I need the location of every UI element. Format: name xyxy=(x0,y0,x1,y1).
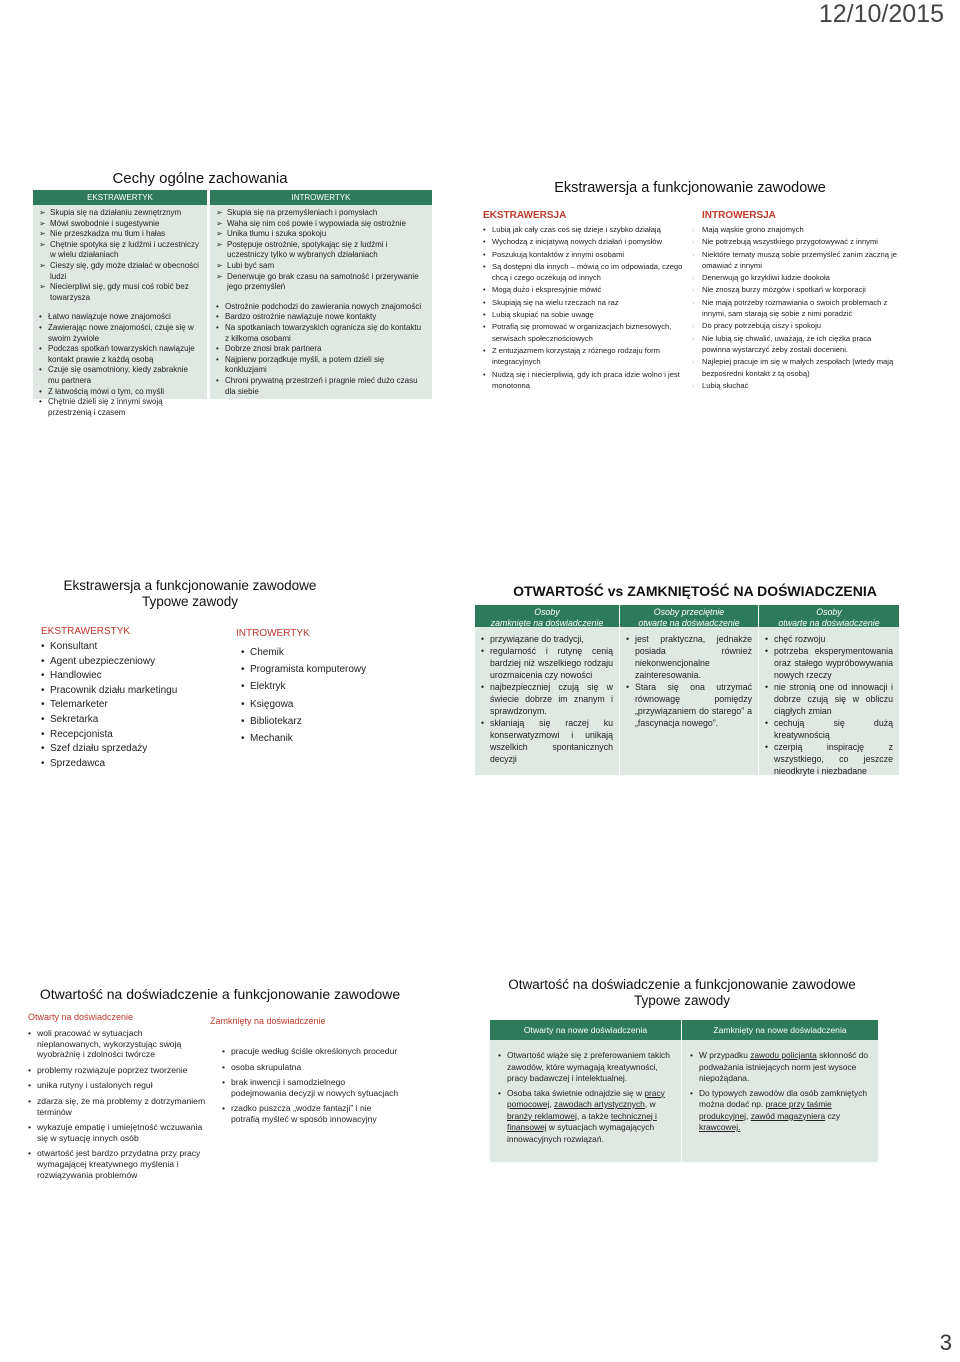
list-item: • Poszukują kontaktów z innymi osobami xyxy=(483,249,688,260)
list-item: • brak inwencji i samodzielnego podejmowania decyzji w nowych sytuacjach xyxy=(222,1077,402,1098)
average-header-line2: otwarte na doświadczenie xyxy=(638,618,740,628)
list-item: • cechują się dużą kreatywnością xyxy=(765,717,893,741)
list-item: ➢ Cieszy się, gdy może działać w obecności ludzi xyxy=(39,261,201,282)
list-item: ➢ Mówi swobodnie i sugestywnie xyxy=(39,219,201,230)
open-list xyxy=(759,627,899,777)
introvert-arrow-list xyxy=(216,208,426,293)
list-item: • Na spotkaniach towarzyskich ogranicza się do kontaktu z kilkoma osobami xyxy=(216,323,426,344)
list-item: • Lubią skupiać na sobie uwagę xyxy=(483,309,688,320)
list-item: • Stara się ona utrzymać równowagę pomiędzy „przywiązaniem do starego” a „fascynacja nowego”. xyxy=(626,681,752,729)
link-reklamowa[interactable]: branży reklamowej xyxy=(507,1110,577,1121)
list-item: • regularność i rutynę cenią bardziej niż wszelkiego rodzaju urozmaicenia czy nowości xyxy=(481,645,613,681)
list-item: ➢ Denerwuje go brak czasu na samotność i przerywanie jego przemyśleń xyxy=(216,272,426,293)
text-span: w sytuacjach wymagających innowacyjnych rozwiązań. xyxy=(507,1122,655,1144)
list-item xyxy=(498,1088,673,1146)
list-item: • czerpią inspirację z wszystkiego, co jeszcze nieodkryte i niezbadane xyxy=(765,741,893,777)
list-item: › Nie lubią się chwalić, uważają, że ich ciężka praca powinna wystarczyć żeby zostali docenieni. xyxy=(692,333,897,356)
text-span: , xyxy=(549,1099,555,1109)
link-magazynier[interactable]: zawód magazyniera xyxy=(750,1110,826,1121)
list-item: • Mogą dużo i ekspresyjnie mówić xyxy=(483,284,688,295)
list-item: • Z łatwością mówi o tym, co myśli xyxy=(39,387,201,398)
closed-jobs-column xyxy=(682,1020,878,1162)
average-header xyxy=(620,605,758,627)
list-item: • Sprzedawca xyxy=(41,757,221,772)
list-item: • Szef działu sprzedaży xyxy=(41,742,221,757)
closed-header-line2: zamknięte na doświadczenie xyxy=(490,618,604,628)
introvert-column xyxy=(210,190,432,399)
introversion-list xyxy=(692,224,897,392)
list-item: • Otwartość wiąże się z preferowaniem takich zawodów, które wymagają kreatywności, pracy badawczej i intelektualnej. xyxy=(498,1050,673,1085)
list-item: • najbezpieczniej czują się w świecie dobrze im znanym i sprawdzonym. xyxy=(481,681,613,717)
closed-header xyxy=(475,605,619,627)
list-item: • Handlowiec xyxy=(41,669,221,684)
list-item: • Potrafią się promować w organizacjach biznesowych, serwisach społecznościowych xyxy=(483,321,688,344)
list-item: • skłaniają się raczej ku konserwatyzmowi i unikają wszelkich spontanicznych decyzji xyxy=(481,717,613,765)
text-span: W przypadku xyxy=(699,1050,751,1060)
link-pomocowa[interactable]: pracy pomocowej xyxy=(507,1087,665,1109)
list-item: › Do pracy potrzebują ciszy i spokoju xyxy=(692,320,897,331)
list-item: ➢ Postępuje ostrożnie, spotykając się z ludźmi i uczestniczy tylko w wybranych działaniach xyxy=(216,240,426,261)
list-item: ➢ Skupia się na przemyśleniach i pomysłach xyxy=(216,208,426,219)
open-traits-list xyxy=(28,1028,208,1185)
list-item: • Sekretarka xyxy=(41,713,221,728)
closed-jobs-header: Zamknięty na doświadczenie xyxy=(210,1016,326,1026)
list-item: › Niektóre tematy muszą sobie przemyśleć zanim zaczną je omawiać z innymi xyxy=(692,249,897,272)
average-column xyxy=(620,605,758,775)
list-item: • Telemarketer xyxy=(41,698,221,713)
list-item: ➢ Unika tłumu i szuka spokoju xyxy=(216,229,426,240)
open-jobs-header: Otwarty na doświadczenie xyxy=(28,1012,134,1022)
closed-header-line1: Osoby xyxy=(534,607,560,617)
slide3-title-line1: Ekstrawersja a funkcjonowanie zawodowe xyxy=(63,578,317,593)
list-item: • Mechanik xyxy=(241,730,421,747)
extravert-header: EKSTRAWERTYK xyxy=(33,190,207,205)
list-item: • Łatwo nawiązuje nowe znajomości xyxy=(39,312,201,323)
list-item: • problemy rozwiązuje poprzez tworzenie xyxy=(28,1065,208,1076)
list-item: • Pracownik działu marketingu xyxy=(41,684,221,699)
list-item: › Najlepiej pracuje im się w małych zespołach (wtedy mają bezpośredni kontakt z tą osobą) xyxy=(692,356,897,379)
introvert-jobs-list xyxy=(241,644,421,747)
link-policjant[interactable]: zawodu policjanta xyxy=(750,1050,817,1060)
list-item: • Zawierając nowe znajomości, czuje się w swoim żywiole xyxy=(39,323,201,344)
list-item: • unika rutyny i ustalonych reguł xyxy=(28,1080,208,1091)
list-item: • potrzeba eksperymentowania oraz stałego wypróbowywania nowych rzeczy xyxy=(765,645,893,681)
link-tasma[interactable]: prace przy taśmie produkcyjnej xyxy=(699,1099,832,1121)
slide3-title xyxy=(40,578,340,609)
open-header-line1: Osoby xyxy=(816,607,842,617)
list-item: • Dobrze znosi brak partnera xyxy=(216,344,426,355)
text-span: , xyxy=(746,1110,751,1121)
closed-column xyxy=(475,605,619,775)
list-item: • Wychodzą z inicjatywą nowych działań i pomysłów xyxy=(483,236,688,247)
list-item: • Ostrożnie podchodzi do zawierania nowych znajomości xyxy=(216,302,426,313)
list-item: • nie stronią one od innowacji i dobrze czują się w obliczu ciągłych zmian xyxy=(765,681,893,717)
page-number: 3 xyxy=(939,1330,952,1355)
text-span: Do typowych zawodów dla osób zamkniętych można dodać np. xyxy=(699,1087,868,1109)
list-item: • jest praktyczna, jednakże posiada również niekonwencjonalne zainteresowania. xyxy=(626,633,752,681)
text-span: , w xyxy=(644,1099,656,1109)
list-item: • Czuje się osamotniony, kiedy zabraknie mu partnera xyxy=(39,365,201,386)
extravert-bullet-list xyxy=(39,312,201,418)
list-item: ➢ Skupia się na działaniu zewnętrznym xyxy=(39,208,201,219)
list-item: › Mają wąskie grono znajomych xyxy=(692,224,897,235)
slide4-title: OTWARTOŚĆ vs ZAMKNIĘTOŚĆ NA DOŚWIADCZENIA xyxy=(513,583,877,599)
list-item: • Recepcjonista xyxy=(41,728,221,743)
open-jobs-column xyxy=(490,1020,681,1162)
link-artystyczne[interactable]: zawodach artystycznych xyxy=(554,1099,645,1109)
introvert-bullet-list xyxy=(216,302,426,397)
list-item: • Lubią jak cały czas coś się dzieje i szybko działają xyxy=(483,224,688,235)
link-techniczna[interactable]: technicznej i finansowej xyxy=(507,1110,657,1132)
closed-jobs-column-header: Zamknięty na nowe doświadczenia xyxy=(682,1020,878,1040)
list-item: • Są dostępni dla innych – mówią co im odpowiada, czego chcą i czego oczekują od innych xyxy=(483,261,688,284)
list-item: ➢ Waha się nim coś powie i wypowiada się ostrożnie xyxy=(216,219,426,230)
slide3-title-line2: Typowe zawody xyxy=(141,593,239,609)
list-item: • zdarza się, że ma problemy z dotrzymaniem terminów xyxy=(28,1096,208,1117)
list-item: • Konsultant xyxy=(41,640,221,655)
list-item: • Chemik xyxy=(241,644,421,661)
extravert-arrow-list xyxy=(39,208,201,303)
closed-jobs-list xyxy=(682,1040,878,1134)
slide6-title xyxy=(478,977,886,1008)
list-item: • Programista komputerowy xyxy=(241,661,421,678)
introvert-header: INTROWERTYK xyxy=(210,190,432,205)
open-header-line2: otwarte na doświadczenie xyxy=(778,618,880,628)
list-item: • Bardzo ostrożnie nawiązuje nowe kontakty xyxy=(216,312,426,323)
list-item: › Denerwują go krzykliwi ludzie dookoła xyxy=(692,272,897,283)
list-item: • rzadko puszcza „wodze fantazji” i nie potrafią myśleć w sposób innowacyjny xyxy=(222,1103,402,1124)
closed-traits-list xyxy=(222,1046,402,1130)
open-jobs-list xyxy=(490,1040,681,1145)
list-item: ➢ Niecierpliwi się, gdy musi coś robić bez towarzysza xyxy=(39,282,201,303)
list-item: • Bibliotekarz xyxy=(241,713,421,730)
extravert-jobs-list xyxy=(41,640,221,771)
list-item: • chęć rozwoju xyxy=(765,633,893,645)
list-item: • Agent ubezpieczeniowy xyxy=(41,655,221,670)
list-item: • Księgowa xyxy=(241,696,421,713)
slide6-title-line2: Typowe zawody xyxy=(633,992,731,1008)
list-item: › Lubią słuchać xyxy=(692,380,897,391)
list-item: • Najpierw porządkuje myśli, a potem dzieli się konkluzjami xyxy=(216,355,426,376)
introversion-header: INTROWERSJA xyxy=(702,210,776,221)
extraversion-header: EKSTRAWERSJA xyxy=(483,210,567,221)
list-item: › Nie mają potrzeby rozmawiania o swoich problemach z innymi, sam starają się sobie z nimi poradzić xyxy=(692,297,897,320)
list-item: ➢ Chętnie spotyka się z ludźmi i uczestniczy w wielu działaniach xyxy=(39,240,201,261)
list-item: • Elektryk xyxy=(241,678,421,695)
slide1-title: Cechy ogólne zachowania xyxy=(112,170,288,187)
list-item: › Nie potrzebują wszystkiego przygotowywać z innymi xyxy=(692,236,897,247)
average-list xyxy=(620,627,758,729)
list-item: • Skupiają się na wielu rzeczach na raz xyxy=(483,297,688,308)
closed-list xyxy=(475,627,619,765)
text-span: czy xyxy=(825,1110,841,1121)
text-span: Osoba taka świetnie odnajdzie się w xyxy=(507,1087,645,1098)
open-jobs-column-header: Otwarty na nowe doświadczenia xyxy=(490,1020,681,1040)
list-item: • Chroni prywatną przestrzeń i pragnie mieć dużo czasu dla siebie xyxy=(216,376,426,397)
list-item: • otwartość jest bardzo przydatna przy pracy wymagającej kreatywnego myślenia i rozwiązywania problemów xyxy=(28,1148,208,1180)
list-item: ➢ Lubi być sam xyxy=(216,261,426,272)
slide5-title: Otwartość na doświadczenie a funkcjonowanie zawodowe xyxy=(39,986,401,1002)
list-item: • osoba skrupulatna xyxy=(222,1062,402,1073)
open-header xyxy=(759,605,899,627)
introvert-jobs-header: INTROWERTYK xyxy=(236,628,310,639)
list-item: • Z entuzjazmem korzystają z różnego rodzaju form integracyjnych xyxy=(483,345,688,368)
list-item: • pracuje według ściśle określonych procedur xyxy=(222,1046,402,1057)
list-item xyxy=(690,1088,870,1134)
average-header-line1: Osoby przeciętnie xyxy=(653,607,725,617)
list-item: • Chętnie dzieli się z innymi swoją przestrzenią i czasem xyxy=(39,397,201,418)
extravert-jobs-header: EKSTRAWERSTYK xyxy=(41,626,131,637)
list-item xyxy=(690,1050,870,1085)
list-item: • Nudzą się i niecierpliwią, gdy ich praca idzie wolno i jest monotonna xyxy=(483,369,688,392)
extraversion-list xyxy=(483,224,688,392)
open-column xyxy=(759,605,899,775)
slide6-title-line1: Otwartość na doświadczenie a funkcjonowanie zawodowe xyxy=(508,977,856,992)
text-span: , a także xyxy=(576,1110,611,1121)
list-item: › Nie znoszą burzy mózgów i spotkań w korporacji xyxy=(692,284,897,295)
extravert-column xyxy=(33,190,207,417)
list-item: • wykazuje empatię i umiejętność wczuwania się w sytuację innych osób xyxy=(28,1122,208,1143)
text-span: skłonność do podważania istniejących norm jest wysoce niepożądana. xyxy=(699,1050,869,1083)
list-item: • przywiązane do tradycji, xyxy=(481,633,613,645)
list-item: • Podczas spotkań towarzyskich nawiązuje kontakt prawie z każdą osobą xyxy=(39,344,201,365)
page-date: 12/10/2015 xyxy=(818,0,944,28)
list-item: ➢ Nie przeszkadza mu tłum i hałas xyxy=(39,229,201,240)
list-item: • woli pracować w sytuacjach nieplanowanych, wykorzystując swoją wyobraźnię i zdolności twórcze xyxy=(28,1028,208,1060)
link-krawcowa[interactable]: krawcowej. xyxy=(699,1122,741,1132)
slide2-title: Ekstrawersja a funkcjonowanie zawodowe xyxy=(554,180,826,196)
